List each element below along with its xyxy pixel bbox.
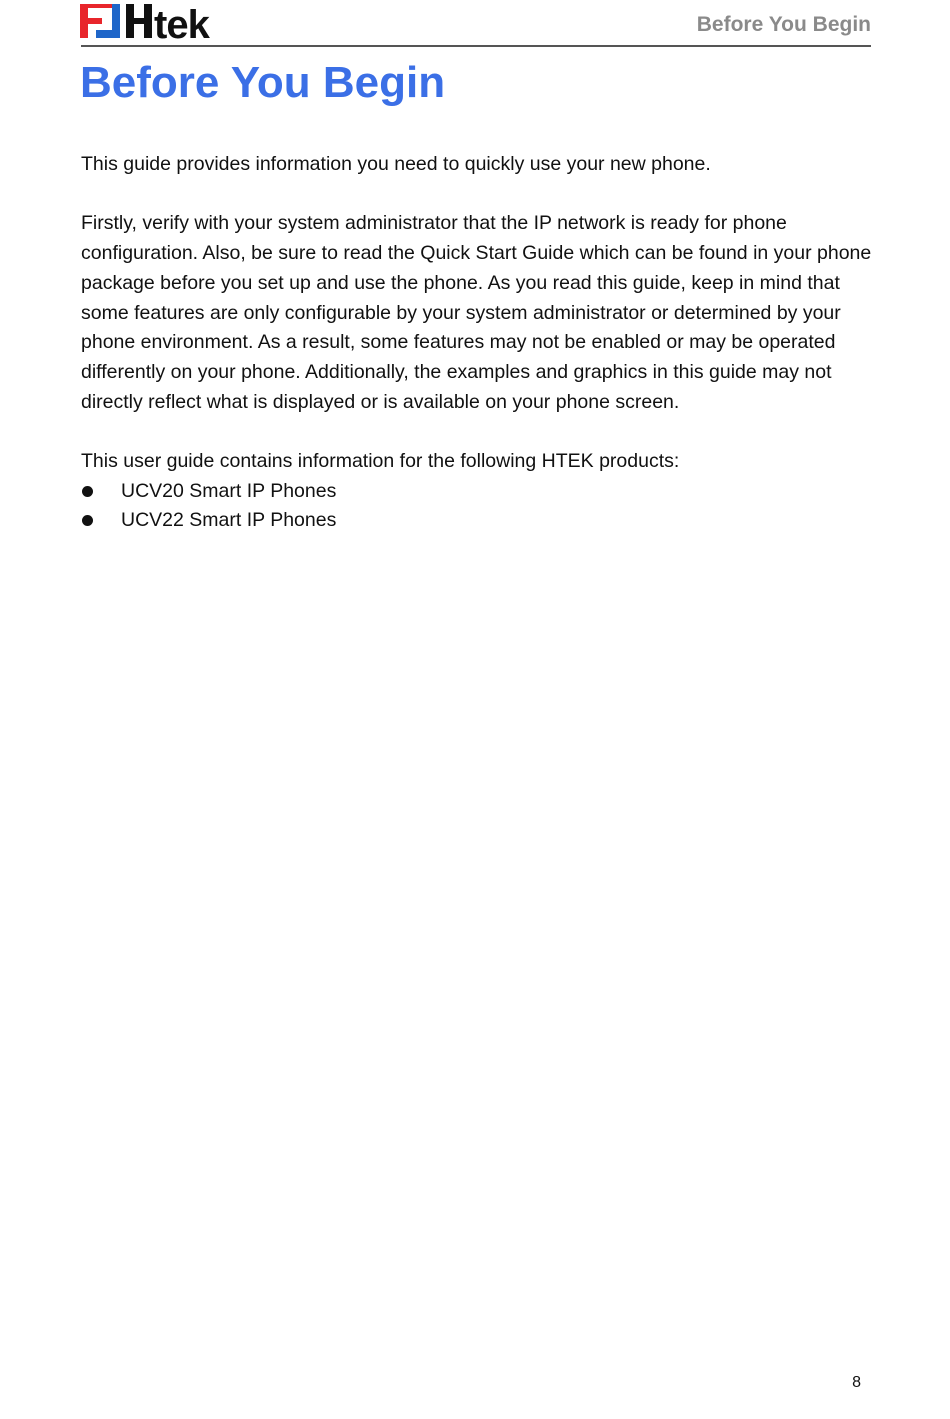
product-list [81, 477, 873, 536]
bullet-icon [82, 515, 93, 526]
htek-logo-graphic [80, 2, 254, 42]
bullet-icon [82, 486, 93, 497]
list-item [81, 477, 873, 507]
page-number: 8 [852, 1374, 861, 1391]
htek-logo [80, 2, 254, 42]
intro-paragraph: This guide provides information you need to quickly use your new phone. [81, 153, 711, 175]
page-body [81, 150, 873, 536]
svg-text:tek: tek [154, 3, 209, 42]
product-name: UCV22 Smart IP Phones [121, 509, 337, 532]
header-divider [81, 45, 871, 47]
page-title: Before You Begin [80, 58, 446, 107]
setup-paragraph: Firstly, verify with your system administrator that the IP network is ready for phone configuration. Also, be sure to read the Quick Start Guide which can be found in your phone package before you set up and use the phone. As you read this guide, keep in mind that some features are only configurable by your system administrator or determined by your phone environment. As a result, some features may not be enabled or may be operated differently on your phone. Additionally, the examples and graphics in this guide may not directly reflect what is displayed or is available on your phone screen. [81, 212, 872, 413]
header-section-title: Before You Begin [696, 13, 871, 36]
list-item [81, 506, 873, 536]
products-intro: This user guide contains information for the following HTEK products: [81, 450, 680, 472]
product-name: UCV20 Smart IP Phones [121, 479, 337, 502]
